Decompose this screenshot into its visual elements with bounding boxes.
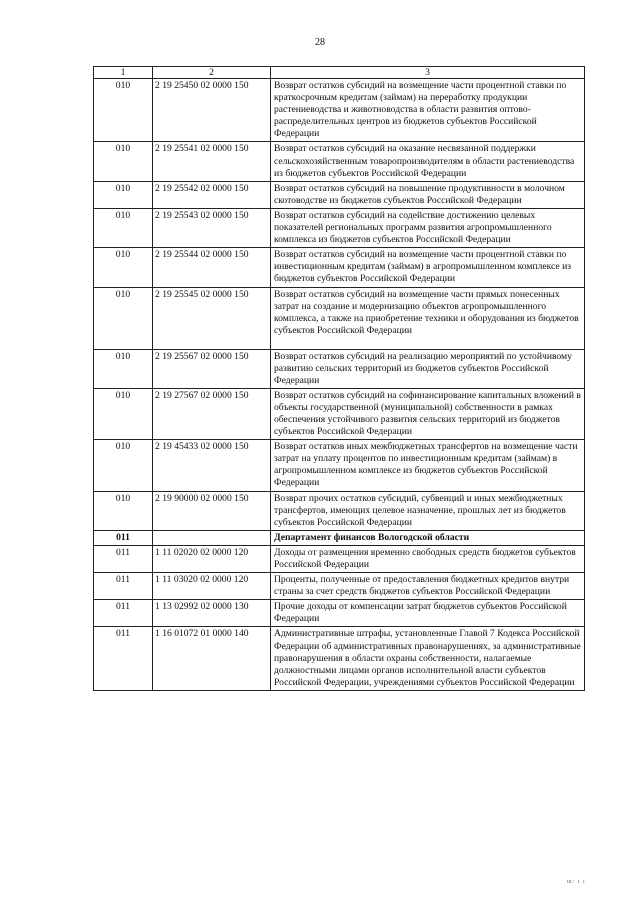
admin-code-cell: 010 xyxy=(94,388,153,439)
description-cell: Проценты, полученные от предоставления бюджетных кредитов внутри страны за счет средств бюджетов субъектов Российской Федерации xyxy=(271,573,585,600)
admin-code-cell: 010 xyxy=(94,440,153,491)
description-cell: Возврат остатков субсидий на возмещение части процентной ставки по инвестиционным кредитам (займам) в агропромышленном комплексе из бюджетов субъектов Российской Федерации xyxy=(271,248,585,287)
column-header-3: 3 xyxy=(271,67,585,79)
description-cell: Возврат остатков субсидий на возмещение части прямых понесенных затрат на создание и модернизацию объектов агропромышленного комплекса, а также на приобретение техники и оборудования из бюджетов субъектов Российской Федерации xyxy=(271,287,585,349)
admin-code-cell: 011 xyxy=(94,530,153,545)
budget-code-cell: 2 19 25545 02 0000 150 xyxy=(153,287,271,349)
table-row xyxy=(94,600,585,627)
table-row xyxy=(94,79,585,142)
admin-code-cell: 010 xyxy=(94,287,153,349)
table-row xyxy=(94,208,585,247)
description-cell: Возврат остатков субсидий на повышение продуктивности в молочном скотоводстве из бюджетов субъектов Российской Федерации xyxy=(271,181,585,208)
description-cell: Возврат остатков субсидий на содействие достижению целевых показателей региональных программ развития агропромышленного комплекса из бюджетов субъектов Российской Федерации xyxy=(271,208,585,247)
column-header-1: 1 xyxy=(94,67,153,79)
budget-code-cell: 2 19 27567 02 0000 150 xyxy=(153,388,271,439)
admin-code-cell: 010 xyxy=(94,181,153,208)
admin-code-cell: 011 xyxy=(94,545,153,572)
admin-code-cell: 011 xyxy=(94,600,153,627)
admin-code-cell: 010 xyxy=(94,248,153,287)
table-row xyxy=(94,181,585,208)
description-cell: Возврат остатков субсидий на софинансирование капитальных вложений в объекты государственной (муниципальной) собственности в рамках обеспечения устойчивого развития сельских территорий из бюджетов субъектов Российской Федерации xyxy=(271,388,585,439)
budget-code-cell: 2 19 45433 02 0000 150 xyxy=(153,440,271,491)
budget-codes-table xyxy=(93,66,585,691)
description-cell: Возврат остатков субсидий на оказание несвязанной поддержки сельскохозяйственным товаропроизводителям в области растениеводства из бюджетов субъектов Российской Федерации xyxy=(271,142,585,181)
description-cell: Возврат остатков субсидий на возмещение части процентной ставки по краткосрочным кредитам (займам) на переработку продукции растениеводства и животноводства в области развития оптово-распределительных центров из бюджетов субъектов Российской Федерации xyxy=(271,79,585,142)
budget-code-cell: 2 19 25543 02 0000 150 xyxy=(153,208,271,247)
table-row xyxy=(94,491,585,530)
budget-code-cell: 2 19 25544 02 0000 150 xyxy=(153,248,271,287)
table-row xyxy=(94,388,585,439)
department-title: Департамент финансов Вологодской области xyxy=(271,530,585,545)
column-header-2: 2 xyxy=(153,67,271,79)
budget-code-cell: 1 11 03020 02 0000 120 xyxy=(153,573,271,600)
page-number: 28 xyxy=(315,37,325,48)
table-header-row xyxy=(94,67,585,79)
admin-code-cell: 011 xyxy=(94,573,153,600)
budget-code-cell: 2 19 25541 02 0000 150 xyxy=(153,142,271,181)
budget-code-cell: 1 11 02020 02 0000 120 xyxy=(153,545,271,572)
admin-code-cell: 010 xyxy=(94,491,153,530)
budget-code-cell: 2 19 25567 02 0000 150 xyxy=(153,349,271,388)
table-row xyxy=(94,627,585,690)
description-cell: Возврат прочих остатков субсидий, субвенций и иных межбюджетных трансфертов, имеющих целевое назначение, прошлых лет из бюджетов субъектов Российской Федерации xyxy=(271,491,585,530)
table-row xyxy=(94,287,585,349)
admin-code-cell: 011 xyxy=(94,627,153,690)
department-heading-row xyxy=(94,530,585,545)
description-cell: Доходы от размещения временно свободных средств бюджетов субъектов Российской Федерации xyxy=(271,545,585,572)
admin-code-cell: 010 xyxy=(94,208,153,247)
budget-code-cell: 2 19 25542 02 0000 150 xyxy=(153,181,271,208)
admin-code-cell: 010 xyxy=(94,142,153,181)
budget-code-cell: 1 16 01072 01 0000 140 xyxy=(153,627,271,690)
admin-code-cell: 010 xyxy=(94,349,153,388)
budget-code-cell xyxy=(153,530,271,545)
budget-code-cell: 1 13 02992 02 0000 130 xyxy=(153,600,271,627)
description-cell: Прочие доходы от компенсации затрат бюджетов субъектов Российской Федерации xyxy=(271,600,585,627)
table-row xyxy=(94,142,585,181)
description-cell: Административные штрафы, установленные Главой 7 Кодекса Российской Федерации об административных правонарушениях, за административные правонарушения в области охраны собственности, налагаемые должностными лицами органов исполнительной власти субъектов Российской Федерации, учреждениями субъектов Российской Федерации xyxy=(271,627,585,690)
description-cell: Возврат остатков иных межбюджетных трансфертов на возмещение части затрат на уплату процентов по инвестиционным кредитам (займам) в агропромышленном комплексе из бюджетов субъектов Российской Федерации xyxy=(271,440,585,491)
scan-mark: ш: ı ı xyxy=(567,879,586,885)
description-cell: Возврат остатков субсидий на реализацию мероприятий по устойчивому развитию сельских территорий из бюджетов субъектов Российской Федерации xyxy=(271,349,585,388)
budget-code-cell: 2 19 25450 02 0000 150 xyxy=(153,79,271,142)
admin-code-cell: 010 xyxy=(94,79,153,142)
table-row xyxy=(94,440,585,491)
table-row xyxy=(94,573,585,600)
table-row xyxy=(94,248,585,287)
budget-code-cell: 2 19 90000 02 0000 150 xyxy=(153,491,271,530)
table-row xyxy=(94,349,585,388)
table-row xyxy=(94,545,585,572)
